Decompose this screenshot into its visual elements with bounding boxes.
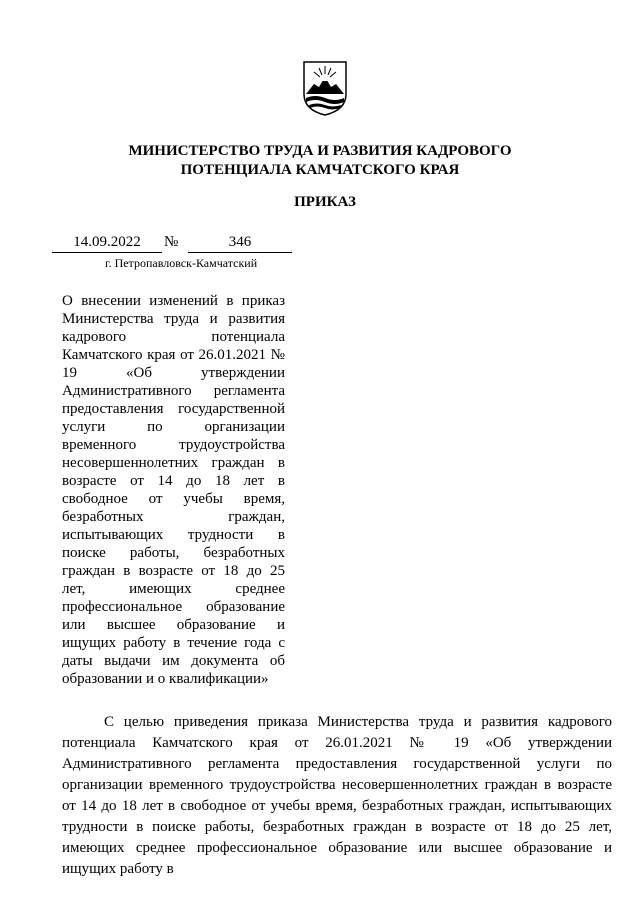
order-city: г. Петропавловск-Камчатский bbox=[105, 256, 258, 270]
ministry-name bbox=[0, 142, 640, 180]
order-date: 14.09.2022 bbox=[73, 234, 141, 250]
order-subject: О внесении изменений в приказ Министерства труда и развития кадрового потенциала Камчатского края от 26.01.2021 № 19 «Об утверждении Административного регламента предоставления государственной услуги по организации временного трудоустройства несовершеннолетних граждан в возрасте от 14 до 18 лет в свободное от учебы время, безработных граждан, испытывающих трудности в поиске работы, безработных граждан в возрасте от 18 до 25 лет, имеющих среднее профессиональное образование или высшее образование и ищущих работу в течение года с даты выдачи им документа об образовании и о квалификации» bbox=[62, 293, 285, 687]
date-underline bbox=[52, 252, 162, 253]
number-underline bbox=[188, 252, 292, 253]
ministry-name-line2: ПОТЕНЦИАЛА КАМЧАТСКОГО КРАЯ bbox=[180, 162, 460, 178]
body-paragraph: С целью приведения приказа Министерства труда и развития кадрового потенциала Камчатского края от 26.01.2021 № 19 «Об утверждении Административного регламента предоставления государственной услуги по организации временного трудоустройства несовершеннолетних граждан в возрасте от 14 до 18 лет в свободное от учебы время, безработных граждан, испытывающих трудности в поиске работы, безработных граждан в возрасте от 18 до 25 лет, имеющих среднее профессиональное образование или высшее образование и ищущих работу в bbox=[62, 714, 612, 877]
number-sign: № bbox=[164, 234, 179, 250]
ministry-name-line1: МИНИСТЕРСТВО ТРУДА И РАЗВИТИЯ КАДРОВОГО bbox=[128, 143, 512, 159]
kamchatka-emblem-icon bbox=[302, 60, 348, 116]
order-number: 346 bbox=[228, 234, 252, 250]
document-type: ПРИКАЗ bbox=[294, 194, 356, 210]
